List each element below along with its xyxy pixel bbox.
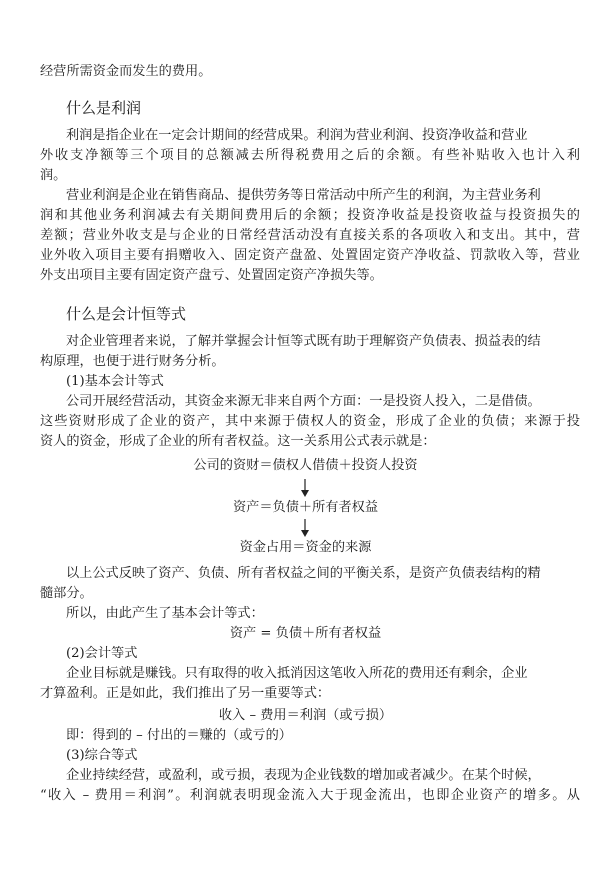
section-heading-profit: 什么是利润 (66, 99, 142, 117)
subheading-comprehensive-equation: (3)综合等式 (66, 748, 138, 763)
formula-line: 资产 = 负债＋所有者权益 (229, 626, 382, 641)
arrow-down-icon (298, 518, 312, 538)
text-line: 髓部分。 (40, 586, 93, 601)
text-line: 所以，由此产生了基本会计等式： (66, 606, 264, 621)
text-line: 这些资财形成了企业的资产，其中来源于债权人的资金，形成了企业的负债；来源于投 (40, 414, 580, 429)
section-heading-accounting-equation: 什么是会计恒等式 (66, 305, 187, 323)
subheading-basic-equation: (1)基本会计等式 (66, 374, 164, 389)
text-line: 外收支净额等三个项目的总额减去所得税费用之后的余额。有些补贴收入也计入利 (40, 148, 580, 163)
text-line: 对企业管理者来说，了解并掌握会计恒等式既有助于理解资产负债表、损益表的结 (66, 334, 541, 349)
formula-line: 资产＝负债＋所有者权益 (232, 500, 379, 515)
formula-line: 公司的资财＝债权人借债＋投资人投资 (193, 458, 418, 473)
text-line: 差额；营业外收支是与企业的日常经营活动没有直接关系的各项收入和支出。其中，营 (40, 228, 580, 243)
text-line: 经营所需资金而发生的费用。 (40, 64, 212, 79)
text-line: 企业持续经营，或盈利，或亏损，表现为企业钱数的增加或者减少。在某个时候， (66, 768, 541, 783)
text-line: 润。 (40, 168, 67, 183)
subheading-accounting-equation: (2)会计等式 (66, 646, 138, 661)
arrow-down-icon (298, 478, 312, 498)
text-line: 构原理，也便于进行财务分析。 (40, 354, 225, 369)
text-line: 公司开展经营活动，其资金来源无非来自两个方面：一是投资人投入，二是借债。 (66, 394, 541, 409)
text-line: 润和其他业务利润减去有关期间费用后的余额；投资净收益是投资收益与投资损失的 (40, 208, 580, 223)
text-line: 企业目标就是赚钱。只有取得的收入抵消因这笔收入所花的费用还有剩余，企业 (66, 666, 528, 681)
text-line: 即：得到的 – 付出的＝赚的（或亏的） (66, 728, 292, 743)
formula-line: 收入 – 费用＝利润（或亏损） (218, 708, 393, 723)
formula-line: 资金占用＝资金的来源 (239, 540, 372, 555)
text-line: 资人的资金，形成了企业的所有者权益。这一关系用公式表示就是： (40, 434, 436, 449)
text-line: 营业利润是企业在销售商品、提供劳务等日常活动中所产生的利润，为主营业务利 (66, 188, 541, 203)
text-line: “收入 – 费用＝利润”。利润就表明现金流入大于现金流出，也即企业资产的增多。从 (40, 788, 580, 803)
text-line: 外支出项目主要有固定资产盘亏、处置固定资产净损失等。 (40, 268, 383, 283)
text-line: 业外收入项目主要有捐赠收入、固定资产盘盈、处置固定资产净收益、罚款收入等，营业 (40, 248, 580, 263)
text-line: 才算盈利。正是如此，我们推出了另一重要等式： (40, 686, 331, 701)
text-line: 利润是指企业在一定会计期间的经营成果。利润为营业利润、投资净收益和营业 (66, 128, 528, 143)
text-line: 以上公式反映了资产、负债、所有者权益之间的平衡关系，是资产负债表结构的精 (66, 566, 541, 581)
